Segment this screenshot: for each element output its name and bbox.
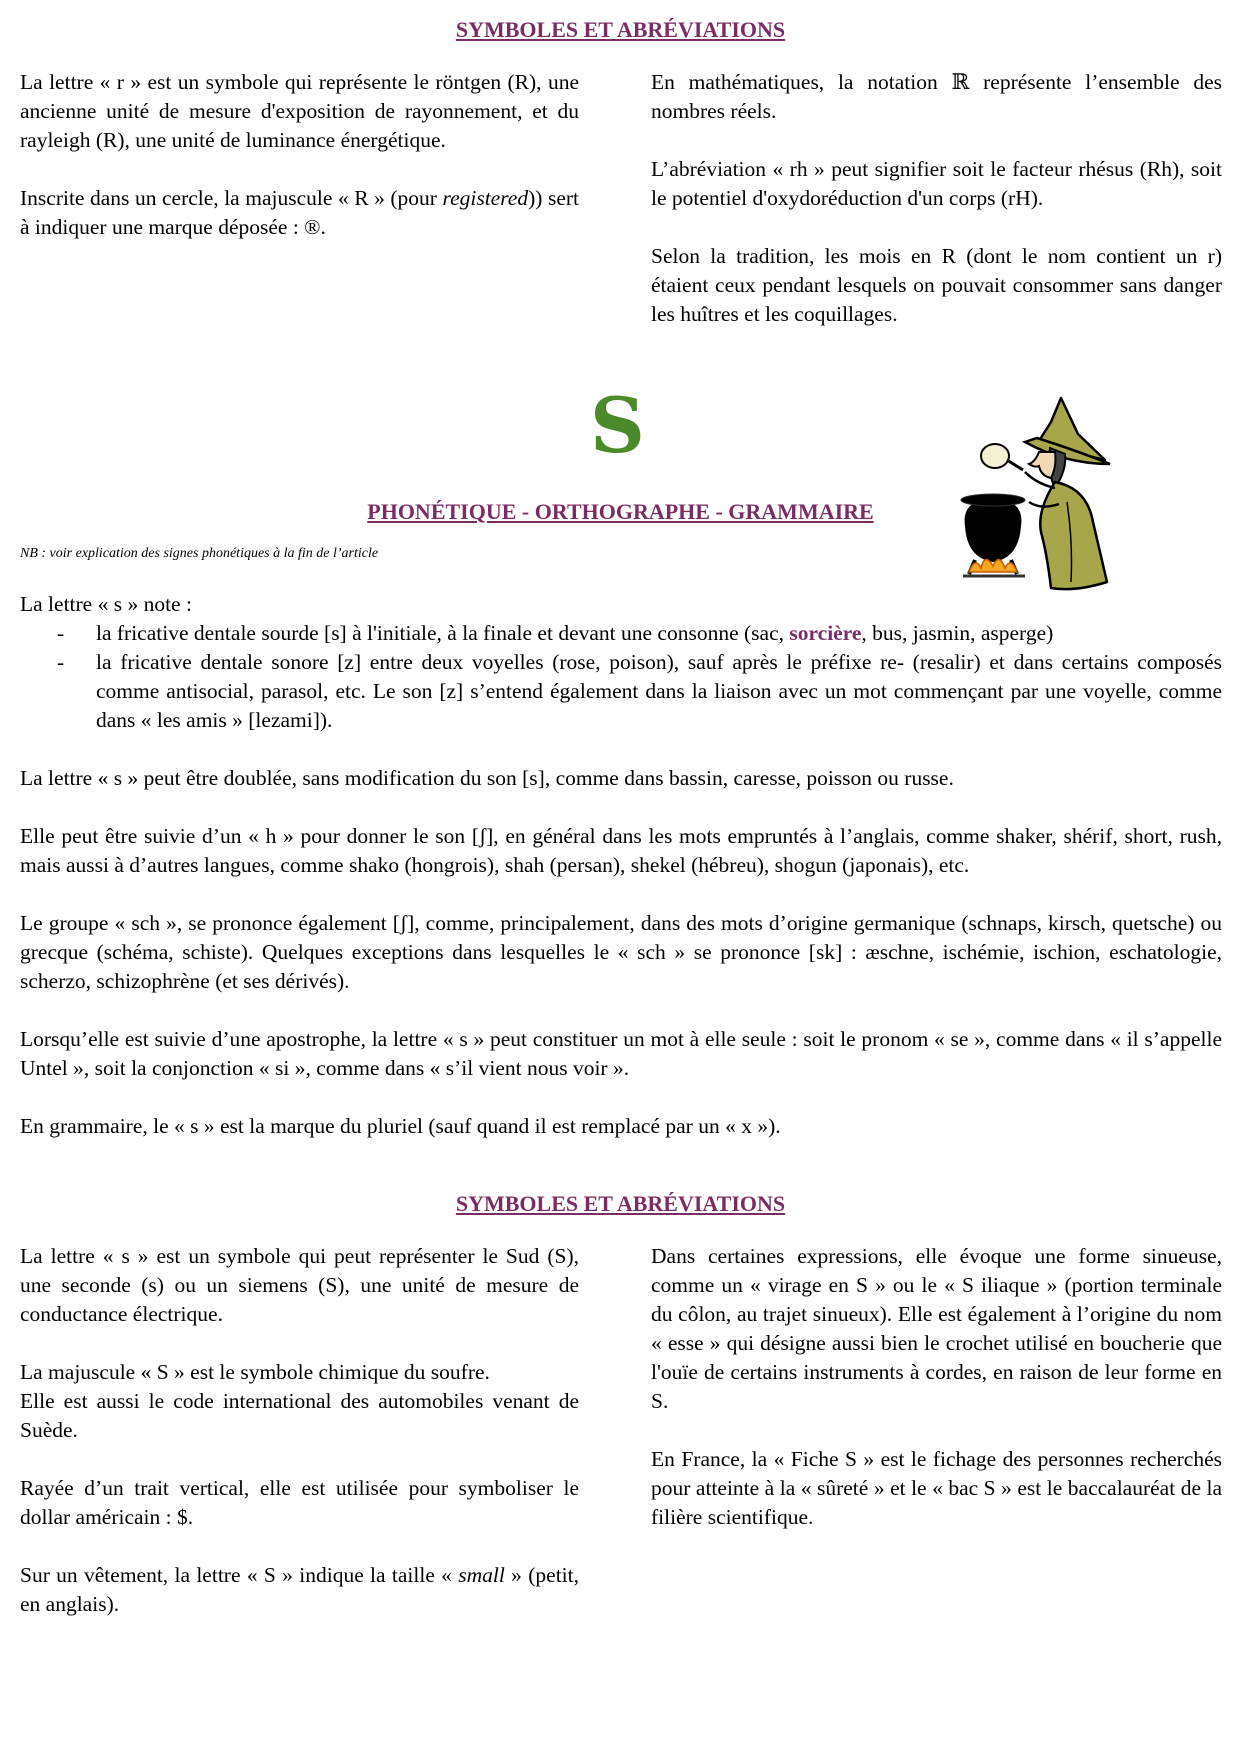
paragraph: Elle peut être suivie d’un « h » pour donner le son [ʃ], en général dans les mots empruntés à l’anglais, comme shaker, shérif, short, rush, mais aussi à d’autres langues, comme shako (hongrois), shah (persan), shekel (hébreu), shogun (japonais), etc. bbox=[20, 824, 1222, 877]
paragraph: En France, la « Fiche S » est le fichage des personnes recherchés pour atteinte à la « sûreté » et le « bac S » est le baccalauréat de la filière scientifique. bbox=[651, 1447, 1222, 1529]
r-symbols-right-column bbox=[651, 68, 1222, 329]
list-item: - la fricative dentale sourde [s] à l'initiale, à la finale et devant une consonne (sac, sorcière, bus, jasmin, asperge) bbox=[20, 619, 1222, 648]
s-symbols-left-column bbox=[20, 1242, 579, 1619]
paragraph: L’abréviation « rh » peut signifier soit le facteur rhésus (Rh), soit le potentiel d'oxydoréduction d'un corps (rH). bbox=[651, 157, 1222, 210]
paragraph: La lettre « r » est un symbole qui représente le röntgen (R), une ancienne unité de mesure d'exposition de rayonnement, et du rayleigh (R), une unité de luminance énergétique. bbox=[20, 70, 579, 152]
paragraph: Lorsqu’elle est suivie d’une apostrophe, la lettre « s » peut constituer un mot à elle seule : soit le pronom « se », comme dans « il s’appelle Untel », soit la conjonction « si », comme dans « s’il vient nous voir ». bbox=[20, 1027, 1222, 1080]
list-item: - la fricative dentale sonore [z] entre deux voyelles (rose, poison), sauf après le préfixe re- (resalir) et dans certains composés comme antisocial, parasol, etc. Le son [z] s’entend également dans la liaison avec un mot commençant par une voyelle, comme dans « les amis » [lezami]). bbox=[20, 648, 1222, 735]
section-heading-s-symbols: SYMBOLES ET ABRÉVIATIONS bbox=[455, 1191, 786, 1216]
highlighted-word: sorcière bbox=[789, 621, 862, 645]
paragraph: La majuscule « S » est le symbole chimique du soufre. Elle est aussi le code international des automobiles venant de Suède. bbox=[20, 1360, 579, 1442]
section-heading-phonetique: PHONÉTIQUE - ORTHOGRAPHE - GRAMMAIRE bbox=[367, 499, 874, 524]
section-heading-r-symbols: SYMBOLES ET ABRÉVIATIONS bbox=[455, 17, 786, 42]
r-symbols-left-column bbox=[20, 68, 579, 242]
phonetique-body bbox=[20, 590, 1222, 1170]
paragraph: Sur un vêtement, la lettre « S » indique la taille « small » (petit, en anglais). bbox=[20, 1563, 579, 1616]
paragraph: En mathématiques, la notation ℝ représente l’ensemble des nombres réels. bbox=[651, 70, 1222, 123]
intro-line: La lettre « s » note : bbox=[20, 592, 192, 616]
nb-note: NB : voir explication des signes phonétiques à la fin de l’article bbox=[20, 546, 379, 561]
paragraph: Rayée d’un trait vertical, elle est utilisée pour symboliser le dollar américain : $. bbox=[20, 1476, 579, 1529]
s-symbols-right-column bbox=[651, 1242, 1222, 1532]
paragraph: La lettre « s » est un symbole qui peut représenter le Sud (S), une seconde (s) ou un siemens (S), une unité de mesure de conductance électrique. bbox=[20, 1244, 579, 1326]
paragraph: La lettre « s » peut être doublée, sans modification du son [s], comme dans bassin, caresse, poisson ou russe. bbox=[20, 766, 954, 790]
paragraph: En grammaire, le « s » est la marque du pluriel (sauf quand il est remplacé par un « x »). bbox=[20, 1114, 781, 1138]
paragraph: Le groupe « sch », se prononce également [ʃ], comme, principalement, dans des mots d’origine germanique (schnaps, kirsch, quetsche) ou grecque (schéma, schiste). Quelques exceptions dans lesquelles le « sch » se prononce [sk] : æschne, ischémie, ischion, eschatologie, scherzo, schizophrène (et ses dérivés). bbox=[20, 911, 1222, 993]
paragraph: Dans certaines expressions, elle évoque une forme sinueuse, comme un « virage en S » ou le « S iliaque » (portion terminale du côlon, au trajet sinueux). Elle est également à l’origine du nom « esse » qui désigne aussi bien le crochet utilisé en boucherie que l'ouïe de certains instruments à cordes, en raison de leur forme en S. bbox=[651, 1244, 1222, 1413]
paragraph: Inscrite dans un cercle, la majuscule « R » (pour registered)) sert à indiquer une marque déposée : ®. bbox=[20, 186, 579, 239]
paragraph: Selon la tradition, les mois en R (dont le nom contient un r) étaient ceux pendant lesquels on pouvait consommer sans danger les huîtres et les coquillages. bbox=[651, 244, 1222, 326]
witch-with-cauldron-icon bbox=[955, 392, 1115, 597]
letter-title: S bbox=[590, 381, 645, 470]
bullet-list bbox=[20, 619, 1222, 735]
